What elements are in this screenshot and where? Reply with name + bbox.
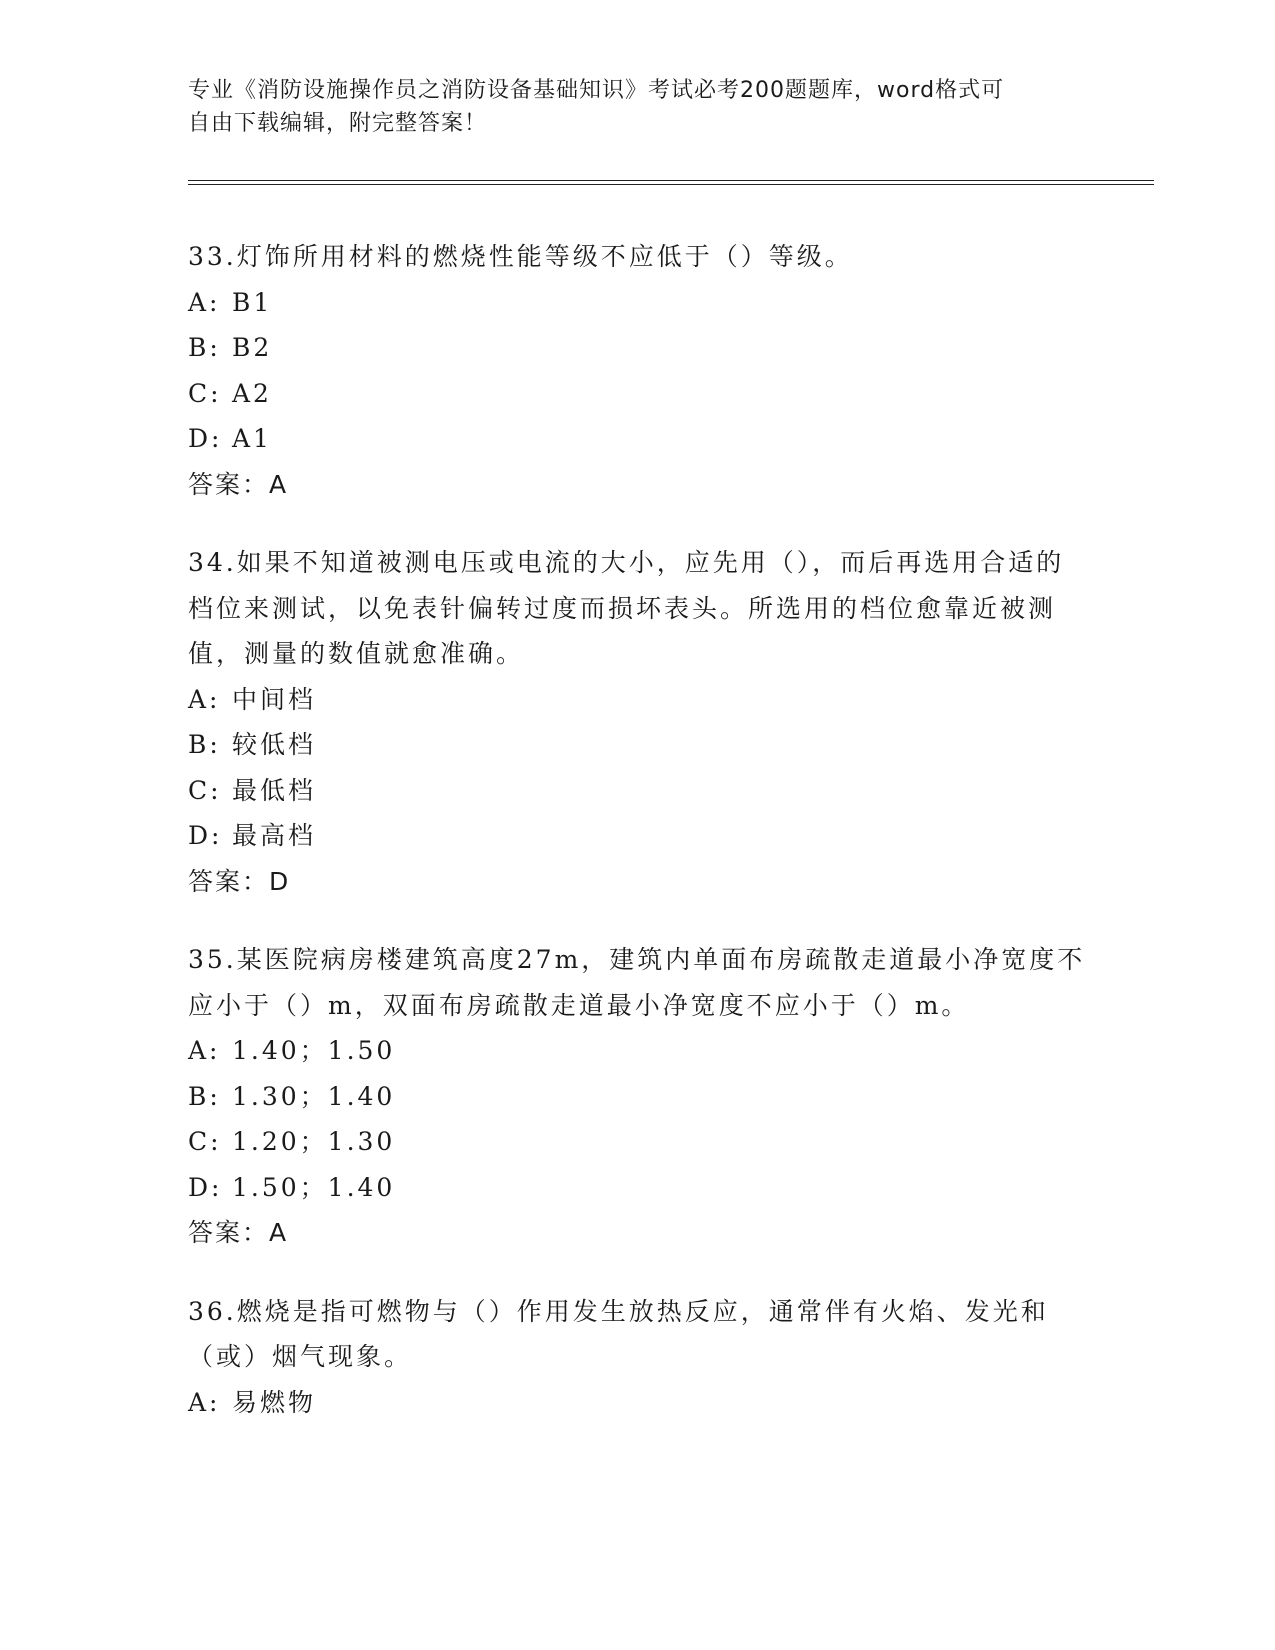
option-text: 较低档 (232, 730, 317, 759)
option-letter: A: (188, 1036, 221, 1065)
option-a (188, 1380, 1088, 1426)
option-text: 1.20；1.30 (232, 1127, 396, 1156)
question-stem: 34.如果不知道被测电压或电流的大小，应先用（），而后再选用合适的档位来测试，以免表针偏转过度而损坏表头。所选用的档位愈靠近被测值，测量的数值就愈准确。 (188, 548, 1065, 668)
option-letter: B: (188, 333, 221, 362)
document-header (188, 74, 1068, 140)
question-36 (188, 1289, 1088, 1426)
option-letter: A: (188, 684, 221, 714)
option-c (188, 1119, 1088, 1165)
option-letter: D: (188, 821, 223, 850)
option-b (188, 722, 1088, 768)
option-text: A2 (232, 378, 272, 408)
question-list (188, 234, 1088, 1458)
answer-line: 答案：A (188, 1218, 289, 1247)
option-text: 1.50；1.40 (232, 1172, 396, 1202)
option-text: 中间档 (232, 684, 317, 714)
answer-line: 答案：A (188, 469, 289, 499)
option-letter: B: (188, 730, 221, 759)
question-stem: 35.某医院病房楼建筑高度27m，建筑内单面布房疏散走道最小净宽度不应小于（）m，双面布房疏散走道最小净宽度不应小于（）m。 (188, 945, 1086, 1020)
option-d (188, 1165, 1088, 1211)
option-letter: C: (188, 775, 222, 805)
header-line-2: 自由下载编辑，附完整答案！ (188, 111, 488, 136)
option-c (188, 371, 1088, 417)
option-d (188, 813, 1088, 859)
option-text: 最低档 (232, 775, 317, 805)
question-34 (188, 540, 1088, 904)
option-text: B2 (232, 333, 273, 362)
option-a (188, 677, 1088, 723)
option-letter: A: (188, 1387, 221, 1417)
question-35 (188, 937, 1088, 1256)
option-text: 1.30；1.40 (232, 1081, 396, 1111)
question-33 (188, 234, 1088, 507)
option-text: 1.40；1.50 (232, 1036, 396, 1065)
option-letter: D: (188, 424, 223, 453)
option-text: B1 (232, 287, 273, 317)
option-a (188, 1028, 1088, 1074)
question-stem: 33.灯饰所用材料的燃烧性能等级不应低于（）等级。 (188, 242, 853, 271)
option-a (188, 280, 1088, 326)
option-text: 最高档 (232, 821, 317, 850)
option-letter: C: (188, 1127, 222, 1156)
question-stem: 36.燃烧是指可燃物与（）作用发生放热反应，通常伴有火焰、发光和（或）烟气现象。 (188, 1296, 1049, 1371)
option-d (188, 416, 1088, 462)
answer-line: 答案：D (188, 866, 291, 896)
option-letter: C: (188, 378, 222, 408)
header-line-1: 专业《消防设施操作员之消防设备基础知识》考试必考200题题库，word格式可 (188, 78, 1005, 103)
option-b (188, 325, 1088, 371)
option-b (188, 1074, 1088, 1120)
option-letter: B: (188, 1081, 221, 1111)
header-divider (188, 180, 1154, 185)
option-c (188, 768, 1088, 814)
option-letter: A: (188, 287, 221, 317)
option-text: A1 (232, 424, 272, 453)
option-letter: D: (188, 1172, 223, 1202)
option-text: 易燃物 (232, 1387, 317, 1417)
